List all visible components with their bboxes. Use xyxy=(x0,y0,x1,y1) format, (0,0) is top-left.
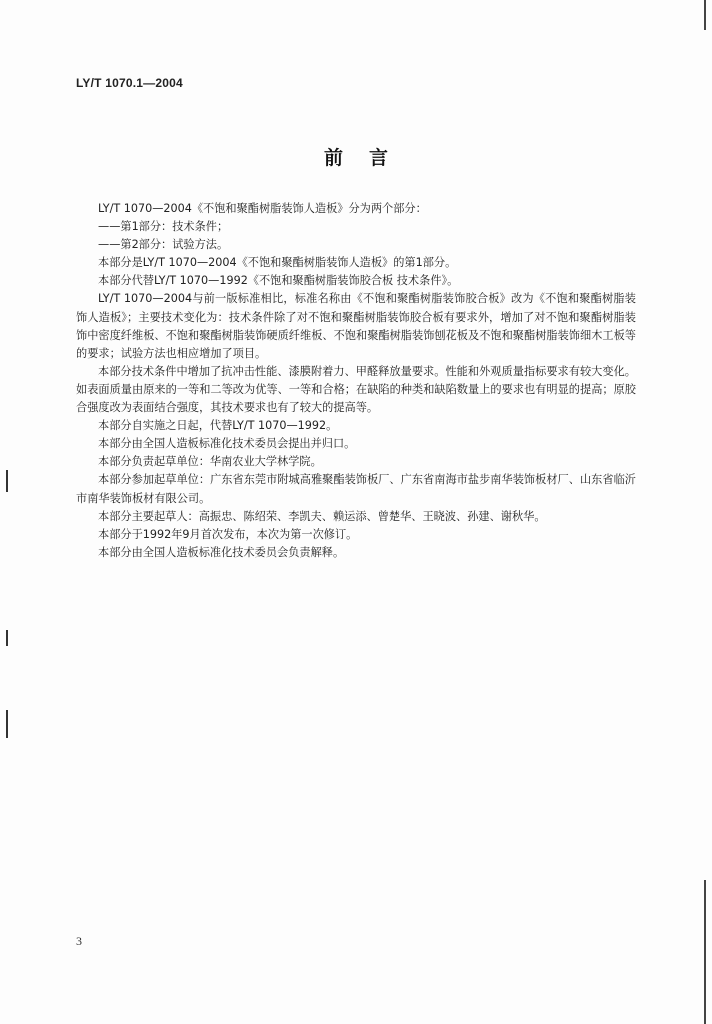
paragraph: ——第1部分：技术条件； xyxy=(98,220,229,234)
foreword-body xyxy=(76,200,636,562)
paragraph: ——第2部分：试验方法。 xyxy=(98,238,229,252)
scan-edge-mark xyxy=(6,470,8,492)
scan-edge-mark xyxy=(6,630,8,646)
scan-edge-mark xyxy=(704,880,706,1024)
page-number: 3 xyxy=(76,934,82,948)
paragraph: 本部分由全国人造板标准化技术委员会负责解释。 xyxy=(98,545,345,559)
paragraph: 本部分主要起草人：高振忠、陈绍荣、李凯夫、赖运添、曾楚华、王晓波、孙建、谢秋华。 xyxy=(98,509,546,523)
page-title: 前言 xyxy=(323,147,414,169)
scan-edge-mark xyxy=(704,0,706,30)
paragraph: 本部分于1992年9月首次发布，本次为第一次修订。 xyxy=(98,527,358,541)
paragraph: LY/T 1070—2004与前一版标准相比，标准名称由《不饱和聚酯树脂装饰胶合板》改为《不饱和聚酯树脂装饰人造板》；主要技术变化为：技术条件除了对不饱和聚酯树脂装饰胶合板有要求外，增加了对不饱和聚酯树脂装饰中密度纤维板、不饱和聚酯树脂装饰硬质纤维板、不饱和聚酯树脂装饰刨花板及不饱和聚酯树脂装饰细木工板等的要求；试验方法也相应增加了项目。 xyxy=(76,292,636,360)
paragraph: 本部分是LY/T 1070—2004《不饱和聚酯树脂装饰人造板》的第1部分。 xyxy=(98,256,457,270)
paragraph: 本部分由全国人造板标准化技术委员会提出并归口。 xyxy=(98,437,356,451)
paragraph: LY/T 1070—2004《不饱和聚酯树脂装饰人造板》分为两个部分： xyxy=(98,202,427,215)
standard-code: LY/T 1070.1—2004 xyxy=(76,76,183,90)
paragraph: 本部分技术条件中增加了抗冲击性能、漆膜附着力、甲醛释放量要求。性能和外观质量指标要求有较大变化。如表面质量由原来的一等和二等改为优等、一等和合格；在缺陷的种类和缺陷数量上的要求也有明显的提高；原胶合强度改为表面结合强度，其技术要求也有了较大的提高等。 xyxy=(76,364,636,415)
paragraph: 本部分负责起草单位：华南农业大学林学院。 xyxy=(98,455,322,469)
scan-edge-mark xyxy=(6,710,8,738)
paragraph: 本部分代替LY/T 1070—1992《不饱和聚酯树脂装饰胶合板 技术条件》。 xyxy=(98,274,459,288)
paragraph: 本部分参加起草单位：广东省东莞市附城高雅聚酯装饰板厂、广东省南海市盐步南华装饰板材厂、山东省临沂市南华装饰板材有限公司。 xyxy=(76,473,636,505)
paragraph: 本部分自实施之日起，代替LY/T 1070—1992。 xyxy=(98,419,338,433)
